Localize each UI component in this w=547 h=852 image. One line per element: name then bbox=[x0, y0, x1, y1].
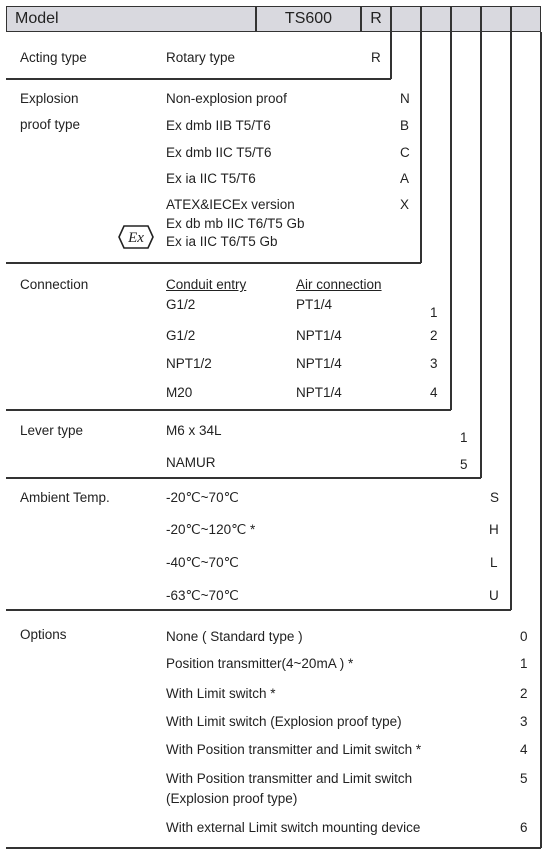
ambient-item-code: H bbox=[489, 522, 499, 537]
explosion-item-code: X bbox=[400, 197, 410, 212]
options-label: Options bbox=[20, 627, 67, 642]
air-value: PT1/4 bbox=[296, 297, 333, 312]
ambient-item-text: -20℃~70℃ bbox=[166, 490, 239, 505]
acting-bracket-line bbox=[390, 32, 392, 79]
explosion-item-code: N bbox=[400, 91, 410, 106]
option-item-text: With Limit switch * bbox=[166, 686, 276, 701]
air-value: NPT1/4 bbox=[296, 385, 342, 400]
connection-separator bbox=[6, 409, 451, 411]
ambient-item-code: U bbox=[489, 588, 499, 603]
explosion-code-cell bbox=[391, 6, 421, 32]
option-item-text: With Position transmitter and Limit switch bbox=[166, 771, 413, 786]
explosion-item-text: Ex ia IIC T5/T6 bbox=[166, 171, 256, 186]
air-connection-header: Air connection bbox=[296, 277, 382, 292]
conduit-value: M20 bbox=[166, 385, 193, 400]
model-label: Model bbox=[15, 10, 59, 27]
lever-separator bbox=[6, 477, 481, 479]
ex-mark-text: Ex bbox=[128, 230, 144, 246]
explosion-item-code: A bbox=[400, 171, 410, 186]
explosion-separator bbox=[6, 262, 421, 264]
ambient-item-code: L bbox=[490, 555, 498, 570]
connection-code: 2 bbox=[430, 328, 438, 343]
connection-code: 3 bbox=[430, 356, 438, 371]
lever-item-code: 5 bbox=[460, 457, 468, 472]
acting-separator bbox=[6, 78, 391, 80]
ambient-code-cell bbox=[481, 6, 511, 32]
lever-item-text: M6 x 34L bbox=[166, 423, 222, 438]
conduit-entry-header: Conduit entry bbox=[166, 277, 247, 292]
model-label-cell bbox=[6, 6, 256, 32]
atex-line2: Ex ia IIC T6/T5 Gb bbox=[166, 234, 278, 249]
option-item-text: With Limit switch (Explosion proof type) bbox=[166, 714, 402, 729]
explosion-item-code: C bbox=[400, 145, 410, 160]
lever-item-code: 1 bbox=[460, 430, 468, 445]
ex-hexagon-icon bbox=[118, 224, 154, 250]
connection-label: Connection bbox=[20, 277, 89, 292]
connection-code-cell bbox=[421, 6, 451, 32]
model-header-row bbox=[6, 6, 541, 32]
ambient-item-text: -20℃~120℃ * bbox=[166, 522, 256, 537]
explosion-item-text: Ex dmb IIC T5/T6 bbox=[166, 145, 272, 160]
connection-code: 4 bbox=[430, 385, 438, 400]
explosion-label-line1: Explosion bbox=[20, 91, 79, 106]
ambient-item-text: -40℃~70℃ bbox=[166, 555, 239, 570]
lever-type-label: Lever type bbox=[20, 423, 84, 438]
explosion-label-line2: proof type bbox=[20, 117, 81, 132]
options-bracket-line bbox=[540, 32, 542, 848]
atex-line1: Ex db mb IIC T6/T5 Gb bbox=[166, 216, 305, 231]
series-cell bbox=[256, 6, 361, 32]
option-item-code: 2 bbox=[520, 686, 528, 701]
option-item-code: 3 bbox=[520, 714, 528, 729]
ambient-temp-label: Ambient Temp. bbox=[20, 490, 110, 505]
bottom-line bbox=[6, 847, 541, 849]
conduit-value: G1/2 bbox=[166, 328, 196, 343]
ambient-separator bbox=[6, 609, 511, 611]
option-item-code: 0 bbox=[520, 629, 528, 644]
connection-code: 1 bbox=[430, 305, 438, 320]
option-item-text: None ( Standard type ) bbox=[166, 629, 303, 644]
explosion-item-code: B bbox=[400, 118, 410, 133]
option-item-code: 5 bbox=[520, 771, 528, 786]
acting-code-cell bbox=[361, 6, 391, 32]
option-item-text: Position transmitter(4~20mA ) * bbox=[166, 656, 354, 671]
option-item-text: With Position transmitter and Limit switch * bbox=[166, 742, 422, 757]
ambient-item-text: -63℃~70℃ bbox=[166, 588, 239, 603]
options-code-cell bbox=[511, 6, 541, 32]
lever-bracket-line bbox=[480, 32, 482, 478]
air-value: NPT1/4 bbox=[296, 356, 342, 371]
air-value: NPT1/4 bbox=[296, 328, 342, 343]
option-item-code: 6 bbox=[520, 820, 528, 835]
acting-type-code: R bbox=[371, 50, 381, 65]
explosion-bracket-line bbox=[420, 32, 422, 263]
lever-code-cell bbox=[451, 6, 481, 32]
explosion-item-text: Non-explosion proof bbox=[166, 91, 287, 106]
ambient-bracket-line bbox=[510, 32, 512, 610]
explosion-item-text: Ex dmb IIB T5/T6 bbox=[166, 118, 271, 133]
option-item-code: 1 bbox=[520, 656, 528, 671]
option-item-text-line2: (Explosion proof type) bbox=[166, 791, 298, 806]
conduit-value: G1/2 bbox=[166, 297, 196, 312]
acting-code-header: R bbox=[370, 10, 382, 27]
series-code: TS600 bbox=[284, 10, 333, 27]
acting-type-value: Rotary type bbox=[166, 50, 236, 65]
explosion-item-text: ATEX&IECEx version bbox=[166, 197, 295, 212]
lever-item-text: NAMUR bbox=[166, 455, 216, 470]
option-item-text: With external Limit switch mounting device bbox=[166, 820, 421, 835]
option-item-code: 4 bbox=[520, 742, 528, 757]
connection-bracket-line bbox=[450, 32, 452, 410]
acting-type-label: Acting type bbox=[20, 50, 87, 65]
conduit-value: NPT1/2 bbox=[166, 356, 212, 371]
ambient-item-code: S bbox=[490, 490, 500, 505]
